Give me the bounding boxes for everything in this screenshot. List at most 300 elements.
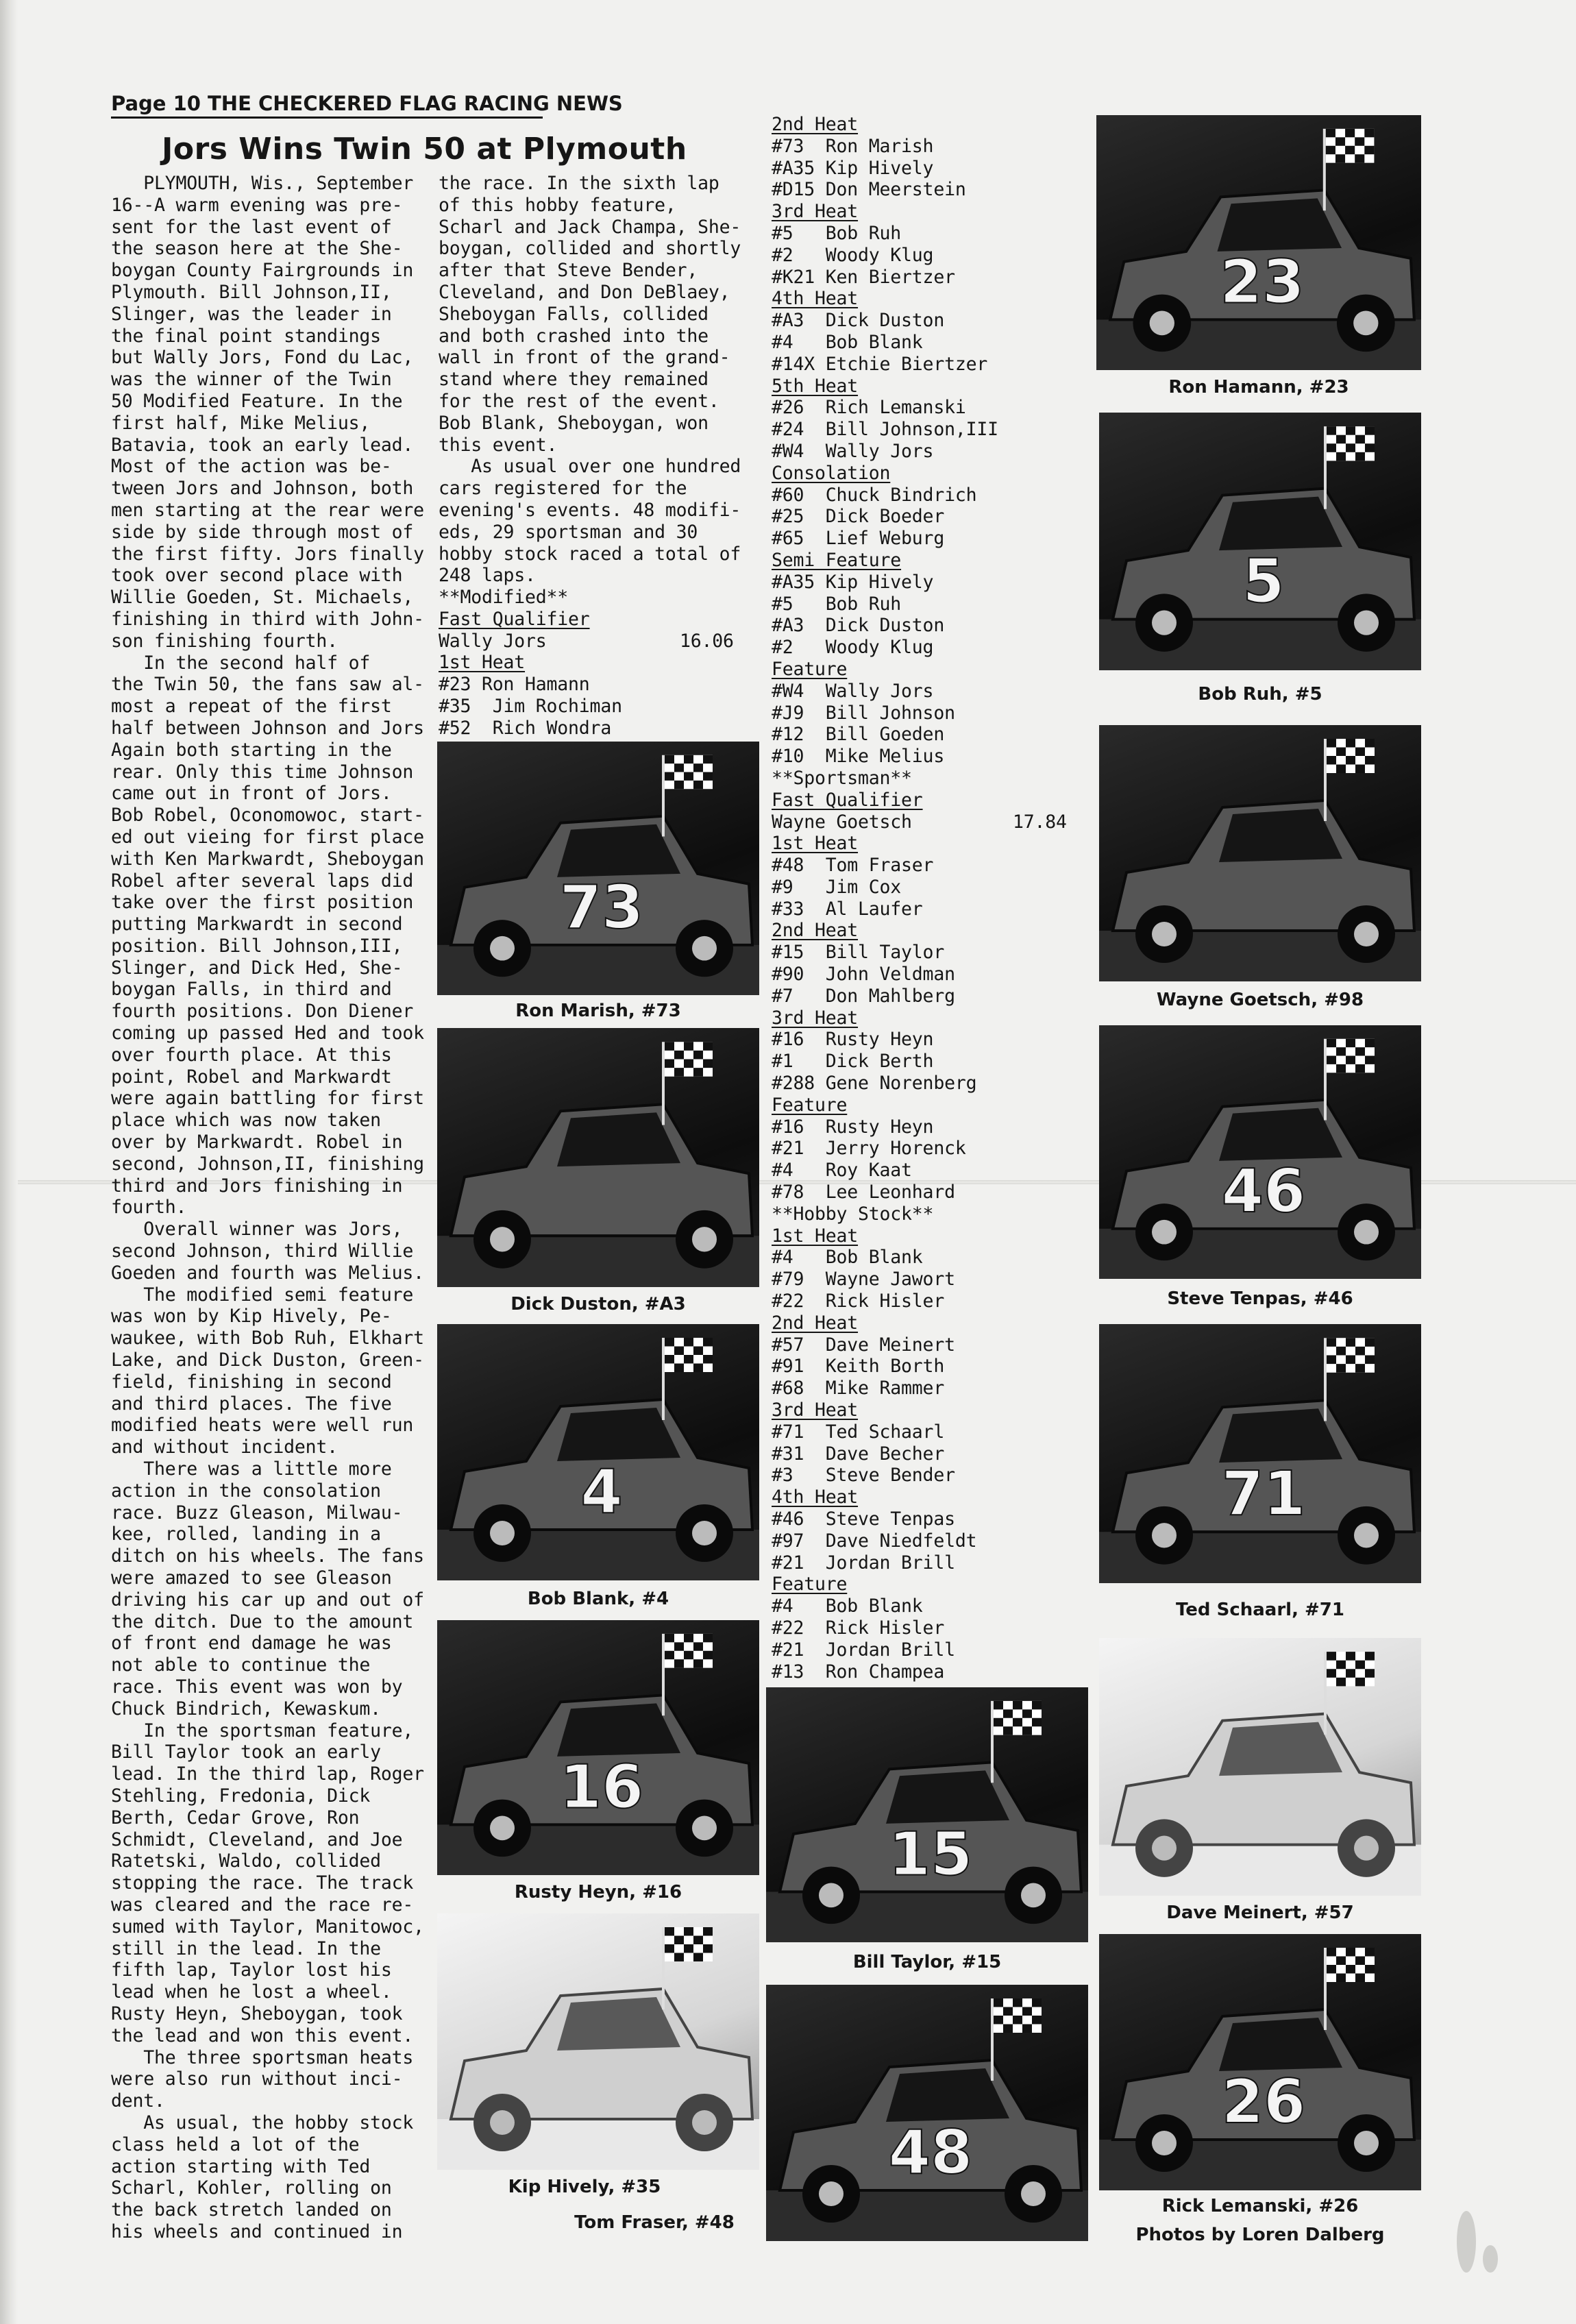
article-col1-line: boygan County Fairgrounds in [111, 260, 414, 282]
results-entry [772, 179, 1087, 201]
results-heading [439, 609, 754, 631]
article-col1-line: Robel after several laps did [111, 870, 414, 892]
results-entry [772, 1465, 1087, 1487]
results-entry-text: #13 Ron Champea [772, 1661, 945, 1683]
caption-wayne-goetsch: Wayne Goetsch, #98 [1156, 990, 1364, 1010]
article-col1-line: place which was now taken [111, 1110, 381, 1132]
results-entry-text: #W4 Wally Jors [772, 680, 934, 702]
results-entry-text: #52 Rich Wondra [439, 717, 612, 739]
photo-rick-lemanski [1099, 1934, 1421, 2190]
results-heading [439, 652, 754, 674]
results-entry [772, 1378, 1087, 1399]
results-entry [772, 158, 1087, 180]
article-col1-line: the final point standings [111, 325, 381, 347]
car-number: 23 [1220, 247, 1305, 317]
caption-dave-meinert: Dave Meinert, #57 [1166, 1903, 1354, 1923]
article-col1-line: most a repeat of the first [111, 696, 392, 718]
article-col1-line: ditch on his wheels. The fans [111, 1545, 424, 1567]
article-col2-line: after that Steve Bender, [439, 260, 698, 282]
article-col1-line: took over second place with [111, 565, 403, 587]
article-col1-line: dent. [111, 2090, 165, 2112]
caption-steve-tenpas: Steve Tenpas, #46 [1167, 1288, 1353, 1309]
photo-bill-taylor [766, 1687, 1088, 1942]
car-number: 48 [888, 2117, 973, 2188]
results-entry [772, 898, 1087, 920]
results-entry-text: Wally Jors [439, 630, 547, 652]
results-entry-text: #4 Bob Blank [772, 331, 923, 353]
results-heading-text: 2nd Heat [772, 114, 859, 135]
article-col1-line: position. Bill Johnson,III, [111, 935, 403, 957]
article-column-2 [439, 173, 754, 587]
page-header: Page 10 THE CHECKERED FLAG RACING NEWS [111, 92, 543, 119]
results-heading-text: 4th Heat [772, 1487, 859, 1508]
article-col1-line: Again both starting in the [111, 739, 392, 761]
article-col1-line: Stehling, Fredonia, Dick [111, 1785, 371, 1807]
article-col1-line: action in the consolation [111, 1480, 381, 1502]
caption-kip-hively: Kip Hively, #35 [508, 2177, 661, 2197]
article-col1-line: 16--A warm evening was pre- [111, 194, 403, 216]
article-col1-line: race. Buzz Gleason, Milwau- [111, 1502, 403, 1524]
article-col1-line: the first fifty. Jors finally [111, 543, 424, 565]
article-col1-line: finishing in third with John- [111, 608, 424, 630]
results-entry-text: #25 Dick Boeder [772, 506, 945, 528]
article-col1-line: action starting with Ted [111, 2155, 371, 2177]
caption-bob-blank: Bob Blank, #4 [527, 1589, 669, 1609]
results-entry-text: #26 Rich Lemanski [772, 397, 966, 419]
article-col2-line: Bob Blank, Sheboygan, won [439, 412, 709, 434]
results-entry [772, 877, 1087, 898]
article-col1-line: rear. Only this time Johnson [111, 761, 414, 783]
results-entry-text: #31 Dave Becher [772, 1443, 945, 1465]
article-col1-line: point, Robel and Markwardt [111, 1066, 392, 1088]
binder-holes [1457, 2211, 1505, 2275]
results-entry-text: #A35 Kip Hively [772, 157, 934, 179]
caption-bill-taylor: Bill Taylor, #15 [852, 1952, 1002, 1972]
photo-ron-hamann [1096, 115, 1421, 370]
results-entry-text: #79 Wayne Jawort [772, 1269, 955, 1291]
race-car-image [1099, 1025, 1421, 1279]
results-entry [772, 1661, 1087, 1683]
results-heading-text: Feature [772, 1094, 848, 1116]
article-col1-line: were again battling for first [111, 1088, 424, 1110]
results-entry-text: #5 Bob Ruh [772, 222, 902, 244]
results-heading [772, 1007, 1087, 1029]
article-col1-line: the back stretch landed on [111, 2199, 392, 2221]
results-entry-text: #73 Ron Marish [772, 135, 934, 157]
results-column-3 [772, 114, 1087, 1683]
results-entry [439, 718, 754, 739]
article-col2-line: Scharl and Jack Champa, She- [439, 216, 741, 238]
race-car-image [437, 1913, 759, 2170]
article-col1-line: stopping the race. The track [111, 1872, 414, 1894]
caption-rick-lemanski: Rick Lemanski, #26 [1161, 2196, 1359, 2216]
article-col1-line: not able to continue the [111, 1654, 371, 1676]
article-col1-line: boygan Falls, in third and [111, 979, 392, 1001]
article-col1-line: second, Johnson,II, finishing [111, 1153, 424, 1175]
results-entry [772, 1617, 1087, 1639]
photo-ron-marish [437, 742, 759, 995]
article-col1-line: fifth lap, Taylor lost his [111, 1959, 392, 1981]
race-car-image [437, 1324, 759, 1580]
photo-wayne-goetsch [1099, 725, 1421, 981]
results-entry [772, 746, 1087, 768]
results-heading [772, 376, 1087, 397]
results-entry-text: #7 Don Mahlberg [772, 985, 955, 1007]
results-entry-text: #4 Roy Kaat [772, 1160, 912, 1182]
results-heading-text: 4th Heat [772, 288, 859, 310]
results-entry [772, 1247, 1087, 1269]
car-number: 15 [888, 1819, 973, 1889]
article-col1-line: Willie Goeden, St. Michaels, [111, 587, 414, 609]
article-col1-line: modified heats were well run [111, 1415, 414, 1436]
article-col1-line: driving his car up and out of [111, 1589, 424, 1611]
results-entry-text: #78 Lee Leonhard [772, 1182, 955, 1203]
results-entry [772, 1182, 1087, 1203]
car-number: 46 [1221, 1156, 1306, 1226]
article-col1-line: As usual, the hobby stock [111, 2112, 414, 2133]
article-col2-line: for the rest of the event. [439, 390, 719, 412]
results-entry-text: #22 Rick Hisler [772, 1291, 945, 1312]
results-entry-text: #48 Tom Fraser [772, 855, 934, 877]
results-entry [772, 681, 1087, 702]
results-entry [772, 1508, 1087, 1530]
results-heading [772, 550, 1087, 572]
photo-dave-meinert [1099, 1638, 1421, 1896]
photo-bob-ruh [1099, 413, 1421, 670]
results-entry-text: #71 Ted Schaarl [772, 1421, 945, 1443]
article-col1-line: There was a little more [111, 1458, 392, 1480]
article-col2-line: hobby stock raced a total of [439, 543, 741, 565]
results-entry-text: #21 Jordan Brill [772, 1639, 955, 1661]
results-entry-text: **Sportsman** [772, 767, 912, 789]
results-heading-text: 3rd Heat [772, 1399, 859, 1421]
results-entry-text: #2 Woody Klug [772, 244, 934, 266]
results-entry-text: **Hobby Stock** [772, 1203, 934, 1225]
article-col1-line: Most of the action was be- [111, 456, 392, 478]
results-entry-text: #46 Steve Tenpas [772, 1508, 955, 1530]
article-col2-line: wall in front of the grand- [439, 347, 730, 369]
results-heading-text: 3rd Heat [772, 1007, 859, 1029]
results-heading [772, 1574, 1087, 1595]
results-entry [772, 942, 1087, 964]
car-number: 73 [559, 872, 644, 942]
article-column-1 [111, 173, 432, 2243]
results-heading [772, 1312, 1087, 1334]
article-col1-line: kee, rolled, landing in a [111, 1524, 381, 1545]
photo-kip-hively [437, 1913, 759, 2170]
article-col1-line: race. This event was won by [111, 1676, 403, 1698]
article-col2-line: 248 laps. [439, 565, 536, 587]
results-entry-text: Wayne Goetsch [772, 811, 912, 833]
results-heading-text: Semi Feature [772, 549, 902, 571]
article-col1-line: first half, Mike Melius, [111, 412, 371, 434]
article-col2-line: this event. [439, 434, 558, 456]
results-entry-text: #3 Steve Bender [772, 1465, 955, 1487]
results-heading-text: 5th Heat [772, 375, 859, 397]
results-entry [772, 1269, 1087, 1291]
results-entry [772, 397, 1087, 419]
results-entry-text: #68 Mike Rammer [772, 1378, 945, 1399]
race-car-image [1099, 1324, 1421, 1583]
article-col1-line: sumed with Taylor, Manitowoc, [111, 1916, 424, 1937]
results-heading-text: 1st Heat [439, 652, 526, 674]
article-col1-line: The modified semi feature [111, 1284, 414, 1306]
article-col2-line: of this hobby feature, [439, 194, 676, 216]
results-entry [772, 267, 1087, 289]
race-car-image [1099, 725, 1421, 981]
results-column-2 [439, 587, 754, 739]
article-col2-line: stand where they remained [439, 369, 709, 391]
photo-ted-schaarl [1099, 1324, 1421, 1583]
results-heading-text: Feature [772, 658, 848, 680]
results-entry [772, 637, 1087, 659]
article-col1-line: Lake, and Dick Duston, Green- [111, 1349, 424, 1371]
results-entry-text: #35 Jim Rochiman [439, 695, 622, 717]
results-heading-text: 2nd Heat [772, 1312, 859, 1334]
results-entry [772, 1291, 1087, 1312]
article-col1-line: 50 Modified Feature. In the [111, 390, 403, 412]
results-entry [772, 1051, 1087, 1073]
car-number: 16 [559, 1752, 644, 1822]
article-col1-line: Bob Robel, Oconomowoc, start- [111, 805, 424, 827]
results-heading-text: Feature [772, 1574, 848, 1595]
article-col1-line: lead. In the third lap, Roger [111, 1763, 424, 1785]
article-col1-line: of front end damage he was [111, 1632, 392, 1654]
results-entry-text: #A35 Kip Hively [772, 571, 934, 593]
article-col1-line: Scharl, Kohler, rolling on [111, 2177, 392, 2199]
article-col2-line: the race. In the sixth lap [439, 173, 719, 194]
results-entry [772, 1203, 1087, 1225]
results-heading-text: 3rd Heat [772, 201, 859, 223]
results-heading [772, 920, 1087, 942]
results-entry-text: #10 Mike Melius [772, 746, 945, 768]
caption-tom-fraser: Tom Fraser, #48 [574, 2212, 735, 2233]
article-col1-line: ed out vieing for first place [111, 826, 424, 848]
caption-ted-schaarl: Ted Schaarl, #71 [1176, 1600, 1344, 1620]
results-entry [772, 528, 1087, 550]
article-col1-line: Schmidt, Cleveland, and Joe [111, 1828, 403, 1850]
results-heading-text: Consolation [772, 462, 891, 484]
results-entry [772, 506, 1087, 528]
results-entry [772, 1334, 1087, 1356]
article-col1-line: Rusty Heyn, Sheboygan, took [111, 2003, 403, 2025]
article-col1-line: second Johnson, third Willie [111, 1240, 414, 1262]
results-entry-text: #16 Rusty Heyn [772, 1116, 934, 1138]
results-entry-text: #D15 Don Meerstein [772, 179, 966, 201]
race-car-image [1099, 1934, 1421, 2190]
results-entry-text: #14X Etchie Biertzer [772, 353, 988, 375]
results-heading [772, 201, 1087, 223]
car-number: 5 [1242, 546, 1285, 617]
results-entry [439, 674, 754, 696]
results-heading-text: Fast Qualifier [439, 608, 590, 630]
article-col1-line: the Twin 50, the fans saw al- [111, 674, 424, 696]
results-entry [772, 572, 1087, 594]
article-col1-line: Bill Taylor took an early [111, 1741, 381, 1763]
article-col1-line: The three sportsman heats [111, 2046, 414, 2068]
race-car-image [766, 1985, 1088, 2241]
results-heading [772, 659, 1087, 681]
results-entry-text: #33 Al Laufer [772, 898, 923, 920]
race-car-image [1099, 1638, 1421, 1896]
results-entry-text: #J9 Bill Johnson [772, 702, 955, 724]
article-col1-line: Berth, Cedar Grove, Ron [111, 1807, 360, 1828]
results-entry [772, 1443, 1087, 1465]
results-entry [772, 332, 1087, 354]
results-entry [772, 855, 1087, 877]
results-entry-text: #21 Jordan Brill [772, 1552, 955, 1574]
results-entry [772, 1138, 1087, 1160]
race-car-image [437, 742, 759, 995]
article-col1-line: take over the first position [111, 892, 414, 914]
results-entry [772, 724, 1087, 746]
results-entry [772, 223, 1087, 245]
results-entry-text: #9 Jim Cox [772, 876, 902, 898]
results-entry [772, 1029, 1087, 1051]
results-heading [772, 1487, 1087, 1508]
article-col2-line: eds, 29 sportsman and 30 [439, 521, 698, 543]
article-col1-line: sent for the last event of [111, 216, 392, 238]
results-entry-text: #4 Bob Blank [772, 1247, 923, 1269]
results-entry-text: #22 Rick Hisler [772, 1617, 945, 1639]
car-number: 71 [1221, 1458, 1306, 1530]
article-col1-line: Overall winner was Jors, [111, 1219, 403, 1240]
article-col1-line: was won by Kip Hively, Pe- [111, 1306, 392, 1328]
article-col1-line: Batavia, took an early lead. [111, 434, 414, 456]
article-col1-line: men starting at the rear were [111, 499, 424, 521]
article-col1-line: Slinger, and Dick Hed, She- [111, 957, 403, 979]
results-entry [772, 136, 1087, 158]
results-heading [772, 463, 1087, 485]
results-entry [772, 485, 1087, 506]
article-col1-line: son finishing fourth. [111, 630, 338, 652]
article-col1-line: PLYMOUTH, Wis., September [111, 173, 414, 194]
article-col1-line: and without incident. [111, 1436, 338, 1458]
results-entry [772, 1116, 1087, 1138]
results-entry-text: #K21 Ken Biertzer [772, 266, 955, 288]
results-heading-text: 1st Heat [772, 1225, 859, 1247]
results-entry [439, 587, 754, 609]
race-car-image [437, 1620, 759, 1875]
article-col1-line: waukee, with Bob Ruh, Elkhart [111, 1328, 424, 1349]
results-entry-text: #97 Dave Niedfeldt [772, 1530, 977, 1552]
results-entry-text: #A3 Dick Duston [772, 615, 945, 637]
article-col1-line: Plymouth. Bill Johnson,II, [111, 281, 392, 303]
article-col1-line: over fourth place. At this [111, 1044, 392, 1066]
photo-dick-duston [437, 1028, 759, 1287]
car-number: 4 [580, 1456, 623, 1527]
results-heading [772, 1225, 1087, 1247]
results-entry [772, 1160, 1087, 1182]
results-entry-text: #24 Bill Johnson,III [772, 419, 998, 441]
results-entry [772, 594, 1087, 615]
article-col1-line: over by Markwardt. Robel in [111, 1132, 403, 1153]
article-col1-line: still in the lead. In the [111, 1937, 381, 1959]
article-col1-line: Chuck Bindrich, Kewaskum. [111, 1698, 381, 1720]
article-col1-line: Slinger, was the leader in [111, 303, 392, 325]
article-col1-line: Ratetski, Waldo, collided [111, 1850, 381, 1872]
results-entry-text: #12 Bill Goeden [772, 724, 945, 746]
results-heading-text: 2nd Heat [772, 920, 859, 942]
results-heading [772, 288, 1087, 310]
caption-ron-marish: Ron Marish, #73 [515, 1001, 681, 1021]
results-entry [772, 1639, 1087, 1661]
race-car-image [1099, 413, 1421, 670]
article-col2-line: and both crashed into the [439, 325, 709, 347]
results-heading [772, 1094, 1087, 1116]
results-heading-text: 1st Heat [772, 833, 859, 855]
race-car-image [1096, 115, 1421, 370]
article-col1-line: were amazed to see Gleason [111, 1567, 392, 1589]
results-heading [772, 114, 1087, 136]
headline: Jors Wins Twin 50 at Plymouth [162, 132, 687, 167]
article-col1-line: was the winner of the Twin [111, 369, 392, 391]
article-col1-line: class held a lot of the [111, 2133, 360, 2155]
results-entry [772, 245, 1087, 267]
results-entry-text: #W4 Wally Jors [772, 440, 934, 462]
results-entry [772, 964, 1087, 986]
article-col1-line: the lead and won this event. [111, 2025, 414, 2046]
photo-bob-blank [437, 1324, 759, 1580]
article-col1-line: were also run without inci- [111, 2068, 403, 2090]
article-col2-line: boygan, collided and shortly [439, 238, 741, 260]
caption-rusty-heyn: Rusty Heyn, #16 [514, 1882, 682, 1903]
results-entry-text: **Modified** [439, 587, 569, 608]
results-entry-text: #4 Bob Blank [772, 1595, 923, 1617]
photo-credit: Photos by Loren Dalberg [1135, 2225, 1385, 2245]
results-entry-text: #91 Keith Borth [772, 1356, 945, 1378]
photo-steve-tenpas [1099, 1025, 1421, 1279]
results-entry [772, 811, 1087, 833]
article-col1-line: his wheels and continued in [111, 2221, 403, 2242]
article-col2-line: evening's events. 48 modifi- [439, 499, 741, 521]
article-col1-line: fourth positions. Don Diener [111, 1001, 414, 1023]
article-col1-line: In the second half of [111, 652, 371, 674]
results-heading-text: Fast Qualifier [772, 789, 923, 811]
article-col1-line: third and Jors finishing in [111, 1175, 403, 1197]
results-entry [772, 1356, 1087, 1378]
article-col1-line: half between Johnson and Jors [111, 717, 424, 739]
results-entry-text: #23 Ron Hamann [439, 674, 590, 696]
results-entry [439, 696, 754, 718]
article-col1-line: field, finishing in second [111, 1371, 392, 1393]
caption-bob-ruh: Bob Ruh, #5 [1198, 684, 1322, 705]
article-col2-line: Cleveland, and Don DeBlaey, [439, 281, 730, 303]
results-entry-text: #21 Jerry Horenck [772, 1138, 966, 1160]
article-col1-line: but Wally Jors, Fond du Lac, [111, 347, 414, 369]
results-entry-text: #1 Dick Berth [772, 1051, 934, 1073]
results-entry-text: #2 Woody Klug [772, 637, 934, 659]
results-entry [772, 441, 1087, 463]
results-entry [772, 1530, 1087, 1552]
article-col2-line: Sheboygan Falls, collided [439, 303, 709, 325]
article-col1-line: lead when he lost a wheel. [111, 1981, 392, 2003]
qualifier-time: 16.06 [680, 630, 734, 652]
results-heading [772, 833, 1087, 855]
results-entry [772, 310, 1087, 332]
article-col1-line: the season here at the She- [111, 238, 403, 260]
article-col1-line: coming up passed Hed and took [111, 1023, 424, 1044]
article-col1-line: came out in front of Jors. [111, 783, 392, 805]
article-col1-line: Goeden and fourth was Melius. [111, 1262, 424, 1284]
photo-rusty-heyn [437, 1620, 759, 1875]
results-entry [772, 615, 1087, 637]
race-car-image [437, 1028, 759, 1287]
results-entry-text: #65 Lief Weburg [772, 528, 945, 550]
caption-ron-hamann: Ron Hamann, #23 [1168, 377, 1349, 397]
results-entry-text: #5 Bob Ruh [772, 593, 902, 615]
results-entry [439, 631, 754, 652]
